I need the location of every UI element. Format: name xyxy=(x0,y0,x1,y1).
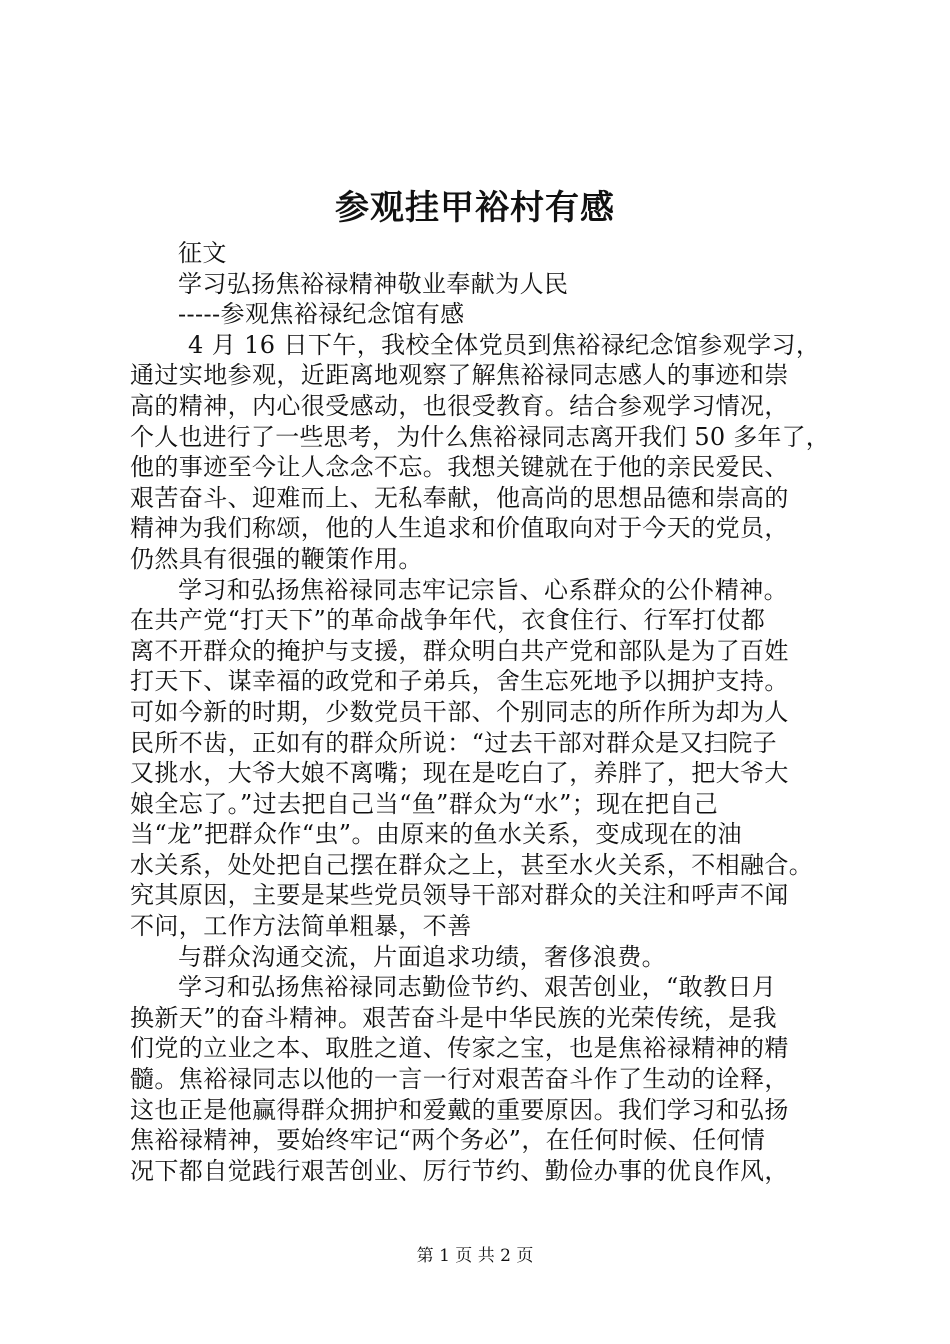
text-line: 个人也进行了一些思考，为什么焦裕禄同志离开我们 50 多年了， xyxy=(130,422,830,451)
text-line: 不问，工作方法简单粗暴，不善 xyxy=(130,912,472,941)
text-line: 学习弘扬焦裕禄精神敬业奉献为人民 xyxy=(178,269,569,298)
text-line: 精神为我们称颂，他的人生追求和价值取向对于今天的党员， xyxy=(130,514,789,543)
text-line: 换新天”的奋斗精神。艰苦奋斗是中华民族的光荣传统，是我 xyxy=(130,1003,778,1032)
document-title: 参观挂甲裕村有感 xyxy=(335,188,615,228)
text-line: 仍然具有很强的鞭策作用。 xyxy=(130,544,423,573)
text-line: 娘全忘了。”过去把自己当“鱼”群众为“水”；现在把自己 xyxy=(130,789,719,818)
text-line: 高的精神，内心很受感动，也很受教育。结合参观学习情况， xyxy=(130,391,789,420)
text-line: 们党的立业之本、取胜之道、传家之宝，也是焦裕禄精神的精 xyxy=(130,1034,789,1063)
text-line: 4 月 16 日下午，我校全体党员到焦裕禄纪念馆参观学习， xyxy=(188,330,821,359)
text-line: 髓。焦裕禄同志以他的一言一行对艰苦奋斗作了生动的诠释， xyxy=(130,1065,789,1094)
text-line: 当“龙”把群众作“虫”。由原来的鱼水关系，变成现在的油 xyxy=(130,820,742,849)
text-line: 这也正是他赢得群众拥护和爱戴的重要原因。我们学习和弘扬 xyxy=(130,1095,789,1124)
text-line: -----参观焦裕禄纪念馆有感 xyxy=(178,300,465,329)
document-body xyxy=(130,238,835,1186)
text-line: 民所不齿，正如有的群众所说：“过去干部对群众是又扫院子 xyxy=(130,728,778,757)
text-line: 可如今新的时期，少数党员干部、个别同志的所作所为却为人 xyxy=(130,697,789,726)
text-line: 学习和弘扬焦裕禄同志勤俭节约、艰苦创业，“敢教日月 xyxy=(178,973,777,1002)
text-line: 离不开群众的掩护与支援，群众明白共产党和部队是为了百姓 xyxy=(130,636,789,665)
text-line: 又挑水，大爷大娘不离嘴；现在是吃白了，养胖了，把大爷大 xyxy=(130,759,789,788)
text-line: 学习和弘扬焦裕禄同志牢记宗旨、心系群众的公仆精神。 xyxy=(178,575,788,604)
text-line: 通过实地参观，近距离地观察了解焦裕禄同志感人的事迹和崇 xyxy=(130,361,789,390)
text-line: 在共产党“打天下”的革命战争年代，衣食住行、行军打仗都 xyxy=(130,606,766,635)
page-number-footer: 第 1 页 共 2 页 xyxy=(416,1246,534,1266)
text-line: 水关系，处处把自己摆在群众之上，甚至水火关系，不相融合。 xyxy=(130,850,814,879)
text-line: 与群众沟通交流，片面追求功绩，奢侈浪费。 xyxy=(178,942,666,971)
text-line: 焦裕禄精神，要始终牢记“两个务必”，在任何时候、任何情 xyxy=(130,1126,766,1155)
text-line: 他的事迹至今让人念念不忘。我想关键就在于他的亲民爱民、 xyxy=(130,453,789,482)
text-line: 况下都自觉践行艰苦创业、厉行节约、勤俭办事的优良作风， xyxy=(130,1156,789,1185)
text-line: 艰苦奋斗、迎难而上、无私奉献，他高尚的思想品德和崇高的 xyxy=(130,483,789,512)
text-line: 征文 xyxy=(178,239,227,267)
text-line: 打天下、谋幸福的政党和子弟兵，舍生忘死地予以拥护支持。 xyxy=(130,667,789,696)
text-line: 究其原因，主要是某些党员领导干部对群众的关注和呼声不闻 xyxy=(130,881,789,910)
